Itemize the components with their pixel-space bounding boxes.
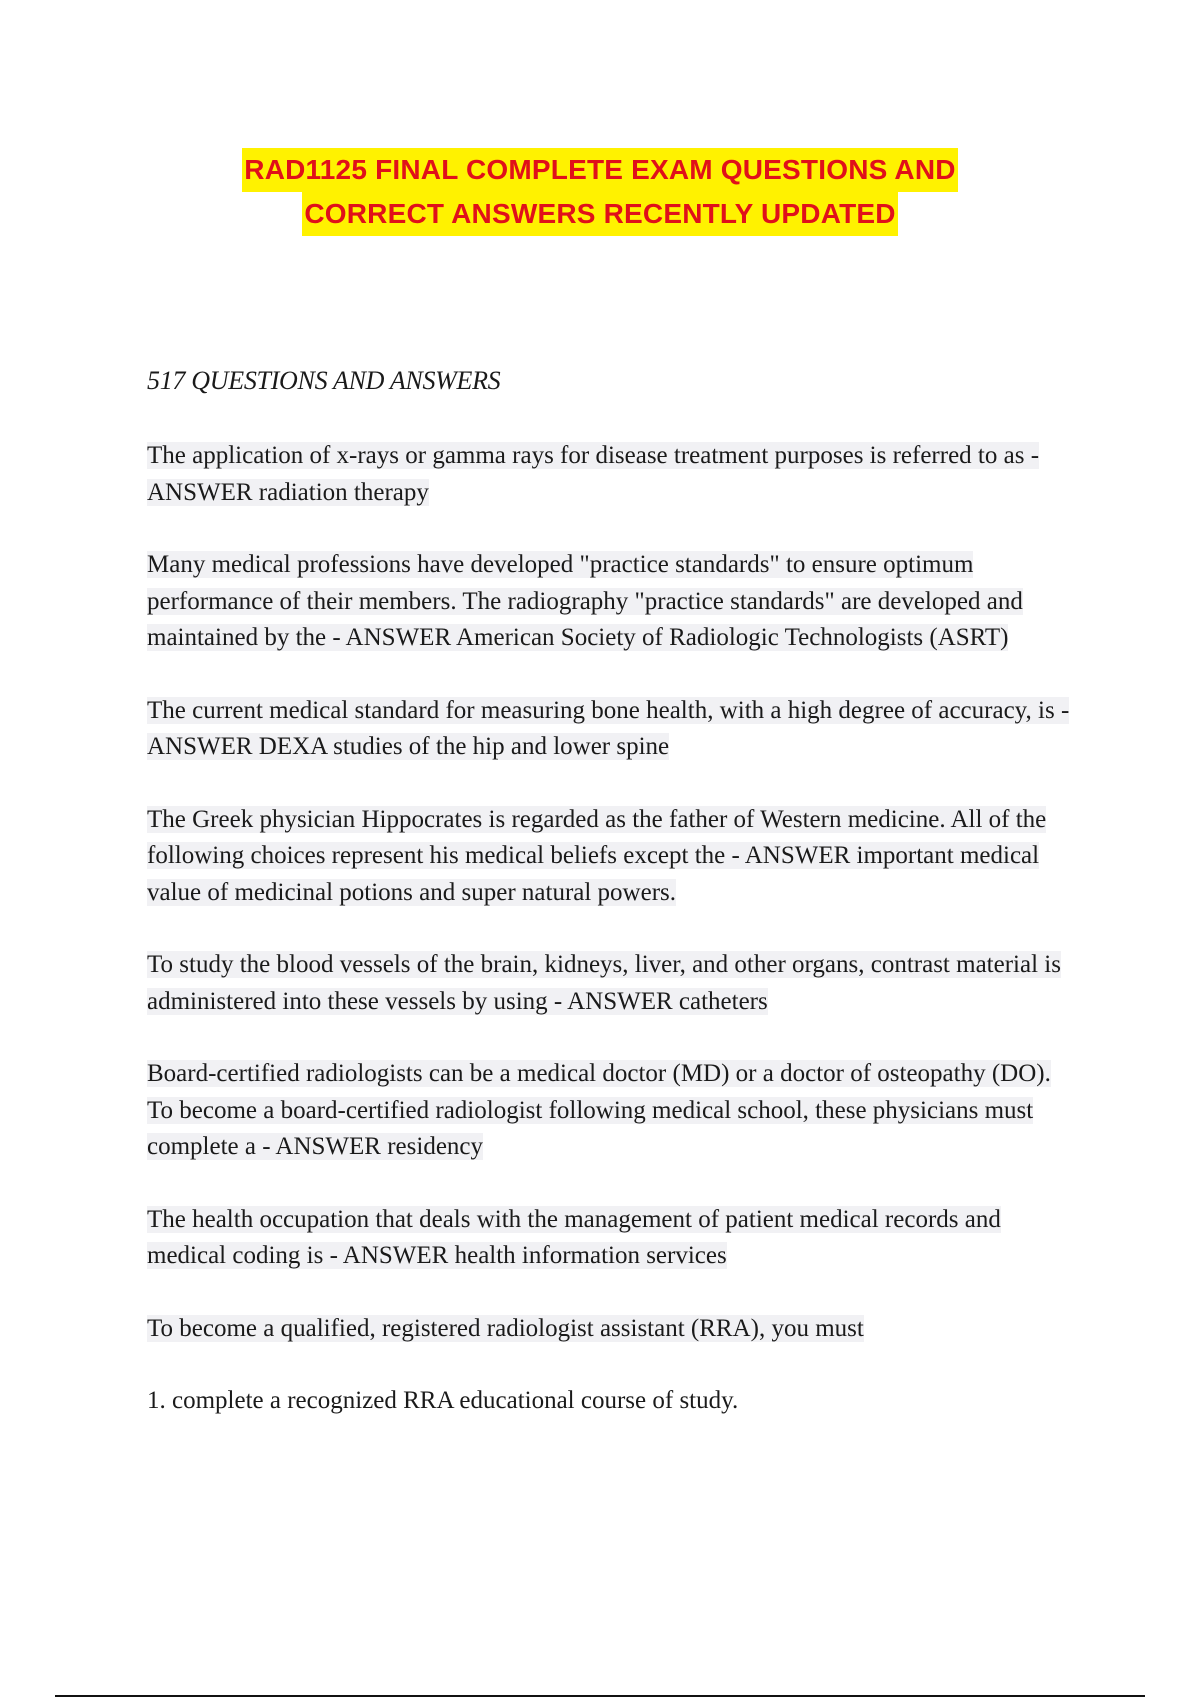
qa-item-text: Many medical professions have developed "practice standards" to ensure optimum performance of their members. The radiography "practice standards" are developed and maintained by the - ANSWER American Society of Radiologic Technologists (ASRT) <box>147 551 1023 651</box>
page-bottom-rule <box>55 1695 1145 1697</box>
qa-list <box>147 438 1077 1456</box>
qa-item <box>147 438 1077 511</box>
document-title <box>0 148 1200 236</box>
qa-item-text: 1. complete a recognized RRA educational course of study. <box>147 1387 739 1414</box>
document-subtitle: 517 QUESTIONS AND ANSWERS <box>147 366 501 395</box>
qa-item <box>147 1056 1077 1166</box>
qa-item-text: To become a qualified, registered radiologist assistant (RRA), you must <box>147 1314 864 1342</box>
qa-item <box>147 947 1077 1020</box>
qa-item <box>147 1311 1077 1348</box>
title-line-1: RAD1125 FINAL COMPLETE EXAM QUESTIONS AND <box>242 148 957 192</box>
qa-item <box>147 693 1077 766</box>
qa-item-text: The Greek physician Hippocrates is regarded as the father of Western medicine. All of the following choices represent his medical beliefs except the - ANSWER important medical value of medicinal potions and super natural powers. <box>147 805 1047 906</box>
qa-item <box>147 547 1077 657</box>
qa-item <box>147 1202 1077 1275</box>
qa-item-text: The current medical standard for measuring bone health, with a high degree of accuracy, is - ANSWER DEXA studies of the hip and lower spine <box>147 696 1070 760</box>
qa-item-text: The health occupation that deals with the management of patient medical records and medical coding is - ANSWER health information services <box>147 1205 1001 1269</box>
qa-item-text: The application of x-rays or gamma rays for disease treatment purposes is referred to as - ANSWER radiation therapy <box>147 442 1040 506</box>
qa-item <box>147 1383 1077 1420</box>
title-line-2: CORRECT ANSWERS RECENTLY UPDATED <box>302 192 897 236</box>
qa-item-text: Board-certified radiologists can be a medical doctor (MD) or a doctor of osteopathy (DO). To become a board-certified radiologist following medical school, these physicians must complete a - ANSWER residency <box>147 1060 1051 1160</box>
qa-item <box>147 802 1077 912</box>
qa-item-text: To study the blood vessels of the brain, kidneys, liver, and other organs, contrast material is administered into these vessels by using - ANSWER catheters <box>147 951 1061 1015</box>
